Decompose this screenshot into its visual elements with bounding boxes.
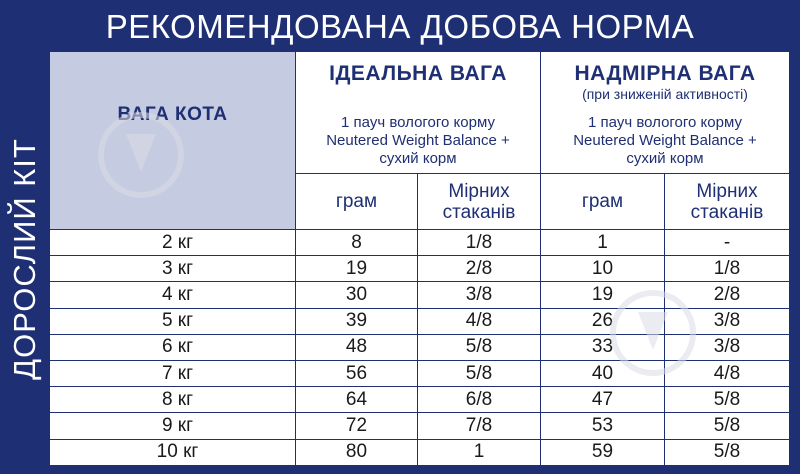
desc-line: 1 пауч вологого корму — [341, 114, 495, 131]
group-ideal-header — [296, 52, 541, 174]
group-ideal-subtitle — [296, 86, 540, 102]
page-title: РЕКОМЕНДОВАНА ДОБОВА НОРМА — [105, 8, 695, 45]
feeding-table — [50, 52, 790, 466]
weight-header-label: ВАГА КОТА — [117, 104, 228, 125]
col-cups-line: стаканів — [442, 201, 516, 223]
group-over-title: НАДМІРНА ВАГА — [574, 62, 756, 85]
table-cell: 5/8 — [665, 387, 790, 413]
col-cups-ideal — [418, 174, 541, 230]
table-cell: 7/8 — [418, 413, 541, 439]
table-cell: 1 — [418, 440, 541, 466]
table-cell: 5/8 — [665, 413, 790, 439]
row-weight-cell: 3 кг — [50, 256, 296, 282]
table-cell: 10 — [541, 256, 665, 282]
row-weight-cell: 9 кг — [50, 413, 296, 439]
table-cell: 40 — [541, 361, 665, 387]
col-cups-line: Мірних — [448, 180, 510, 202]
table-cell: 6/8 — [418, 387, 541, 413]
table-cell: 2/8 — [665, 282, 790, 308]
row-weight-cell: 7 кг — [50, 361, 296, 387]
table-cell: 80 — [296, 440, 418, 466]
table-cell: 3/8 — [665, 335, 790, 361]
table-cell: 33 — [541, 335, 665, 361]
table-cell: 53 — [541, 413, 665, 439]
group-over-desc — [541, 114, 789, 168]
table-cell: 19 — [296, 256, 418, 282]
side-label-text: ДОРОСЛИЙ КІТ — [7, 138, 43, 380]
table-cell: 26 — [541, 309, 665, 335]
col-cups-over — [665, 174, 790, 230]
watermark-icon — [98, 112, 184, 198]
table-cell: 1 — [541, 230, 665, 256]
table-cell: 3/8 — [418, 282, 541, 308]
table-cell: 1/8 — [418, 230, 541, 256]
group-ideal-desc — [296, 114, 540, 168]
desc-line: Neutered Weight Balance + — [326, 132, 510, 149]
row-weight-cell: 2 кг — [50, 230, 296, 256]
table-cell: 5/8 — [418, 361, 541, 387]
table-cell: 30 — [296, 282, 418, 308]
table-cell: - — [665, 230, 790, 256]
table-cell: 4/8 — [418, 309, 541, 335]
desc-line: сухий корм — [379, 150, 457, 167]
group-over-subtitle: (при зниженій активності) — [582, 86, 748, 102]
col-gram-over: грам — [541, 174, 665, 230]
row-weight-cell: 10 кг — [50, 440, 296, 466]
table-cell: 5/8 — [665, 440, 790, 466]
watermark-icon — [610, 290, 696, 376]
table-cell: 48 — [296, 335, 418, 361]
table-cell: 56 — [296, 361, 418, 387]
table-cell: 64 — [296, 387, 418, 413]
table-cell: 19 — [541, 282, 665, 308]
table-cell: 5/8 — [418, 335, 541, 361]
table-cell: 8 — [296, 230, 418, 256]
table-cell: 3/8 — [665, 309, 790, 335]
table-cell: 2/8 — [418, 256, 541, 282]
side-label — [0, 52, 50, 466]
table-cell: 47 — [541, 387, 665, 413]
table-cell: 39 — [296, 309, 418, 335]
desc-line: 1 пауч вологого корму — [588, 114, 742, 131]
desc-line: сухий корм — [626, 150, 704, 167]
table-cell: 59 — [541, 440, 665, 466]
table-cell: 72 — [296, 413, 418, 439]
row-weight-cell: 5 кг — [50, 309, 296, 335]
col-cups-line: стаканів — [690, 201, 764, 223]
table-cell: 4/8 — [665, 361, 790, 387]
group-over-header — [541, 52, 790, 174]
group-ideal-title: ІДЕАЛЬНА ВАГА — [329, 62, 507, 85]
col-cups-line: Мірних — [696, 180, 758, 202]
row-weight-cell: 6 кг — [50, 335, 296, 361]
row-weight-cell: 4 кг — [50, 282, 296, 308]
desc-line: Neutered Weight Balance + — [573, 132, 757, 149]
table-cell: 1/8 — [665, 256, 790, 282]
row-weight-cell: 8 кг — [50, 387, 296, 413]
col-gram-ideal: грам — [296, 174, 418, 230]
